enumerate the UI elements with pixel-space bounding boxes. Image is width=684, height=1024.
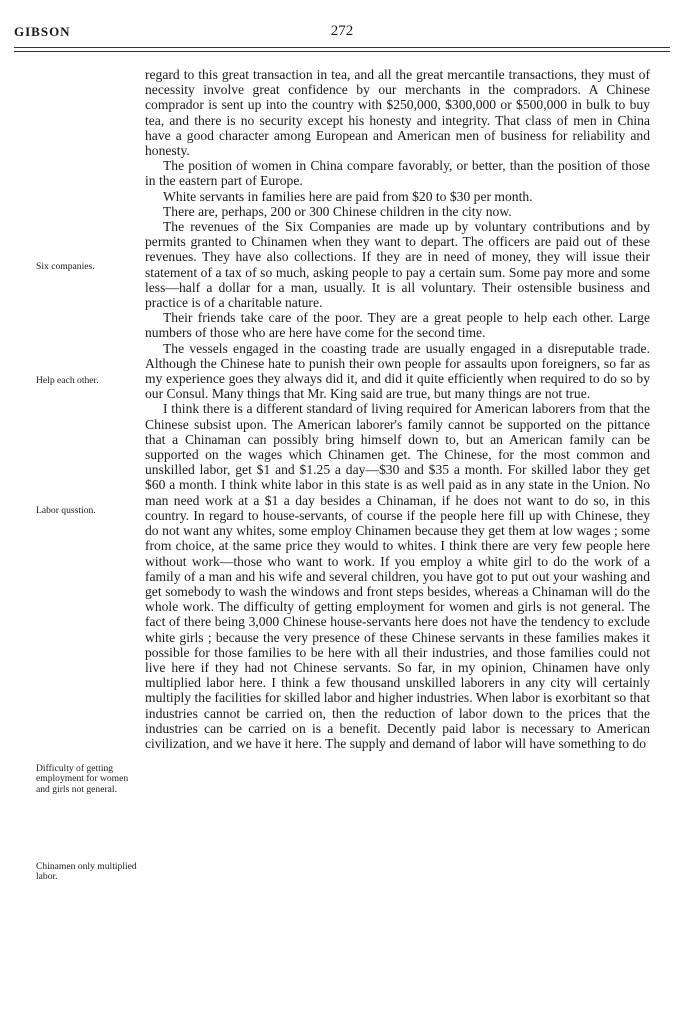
paragraph-tea-transaction: regard to this great transaction in tea, and all the great mercantile transactions, they must of necessity involve great confidence by our merchants in the compradors. A Chinese comprador is sent up into the country with $250,000, $300,000 or $500,000 in bulk to buy tea, and there is no security except his honesty and integrity. That class of men in China have a good character among European and American men of business for reliability and honesty. <box>145 67 650 159</box>
paragraph-white-servants: White servants in families here are paid from $20 to $30 per month. <box>163 188 533 204</box>
paragraph-women-position: The position of women in China compare favorably, or better, than the position of those in the eastern part of Europe. <box>145 158 650 189</box>
paragraph-six-companies: The revenues of the Six Companies are made up by voluntary contributions and by permits granted to Chinamen when they want to depart. The officers are paid out of these revenues. They have also collections. If they are in need of money, they will issue their statement of a tax of so much, asking people to pay a certain sum. Some pay more and some less—half a dollar for a man, usually. It is all voluntary. Their ostensible business and practice is of a charitable nature. <box>145 219 650 311</box>
paragraph-labor-question: I think there is a different standard of living required for American laborers from that the Chinese subsist upon. The American laborer's family cannot be supported on the pittance that a Chinaman can possibly bring himself down to, but an American family can be supported on the wages which Chinamen get. The Chinese, for the most common and unskilled labor, get $1 and $1.25 a day—$30 and $35 a month. For skilled labor they get $60 a month. I think white labor in this state is as well paid as in any state in the Union. No man need work at a $1 a day besides a Chinaman, if he does not want to do so, in this country. In regard to house-servants, of course if the people here fill up with Chinese, they do not want any whites, some employ Chinamen because they get them at low wages ; some from choice, at the same price they would to whites. I think there are very few people here without work—those who want to work. If you employ a white girl to do the work of a family of a man and his wife and several children, you have got to put out your washing and get somebody to wash the windows and front steps besides, whereas a Chinaman will do the whole work. The difficulty of getting employment for women and girls is not general. The fact of there being 3,000 Chinese house-servants here does not have the tendency to exclude white girls ; because the very presence of these Chinese servants in these families makes it possible for those families to be here with all their industries, and those families could not live here if they had not Chinese servants. So far, in my opinion, Chinamen have only multiplied labor here. I think a few thousand unskilled laborers in any city will certainly multiply the facilities for skilled labor and higher industries. When labor is exorbitant so that industries cannot be carried on, then the reduction of labor down to the prices that the industries can be carried on is a benefit. Decently paid labor is necessary to American civilization, and we have it here. The supply and demand of labor will have something to do <box>145 401 650 751</box>
body-text <box>145 67 650 751</box>
margin-note-chinamen-multiplied-labor: Chinamen only multiplied labor. <box>36 861 137 883</box>
page-header <box>14 18 670 46</box>
paragraph-coasting-trade: The vessels engaged in the coasting trade are usually engaged in a disreputable trade. Although the Chinese hate to punish their own people for assaults upon foreigners, so far as my experience goes they always did it, and did it quite efficiently when required to do so by our Consul. Many things that Mr. King said are true, but many things are not true. <box>145 340 650 402</box>
running-head: GIBSON <box>14 24 71 39</box>
paragraph-chinese-children: There are, perhaps, 200 or 300 Chinese children in the city now. <box>163 203 512 219</box>
margin-note-help-each-other: Help each other. <box>36 375 99 386</box>
header-rule-top <box>14 47 670 48</box>
page-number: 272 <box>330 23 354 39</box>
margin-note-six-companies: Six companies. <box>36 261 95 272</box>
margin-note-labor-question: Labor qusstion. <box>36 505 96 516</box>
paragraph-help-each-other: Their friends take care of the poor. They are a great people to help each other. Large numbers of those who are here have come for the second time. <box>145 310 650 341</box>
header-rule-bottom <box>14 51 670 52</box>
margin-note-difficulty-employment: Difficulty of getting employment for women and girls not general. <box>36 763 129 795</box>
